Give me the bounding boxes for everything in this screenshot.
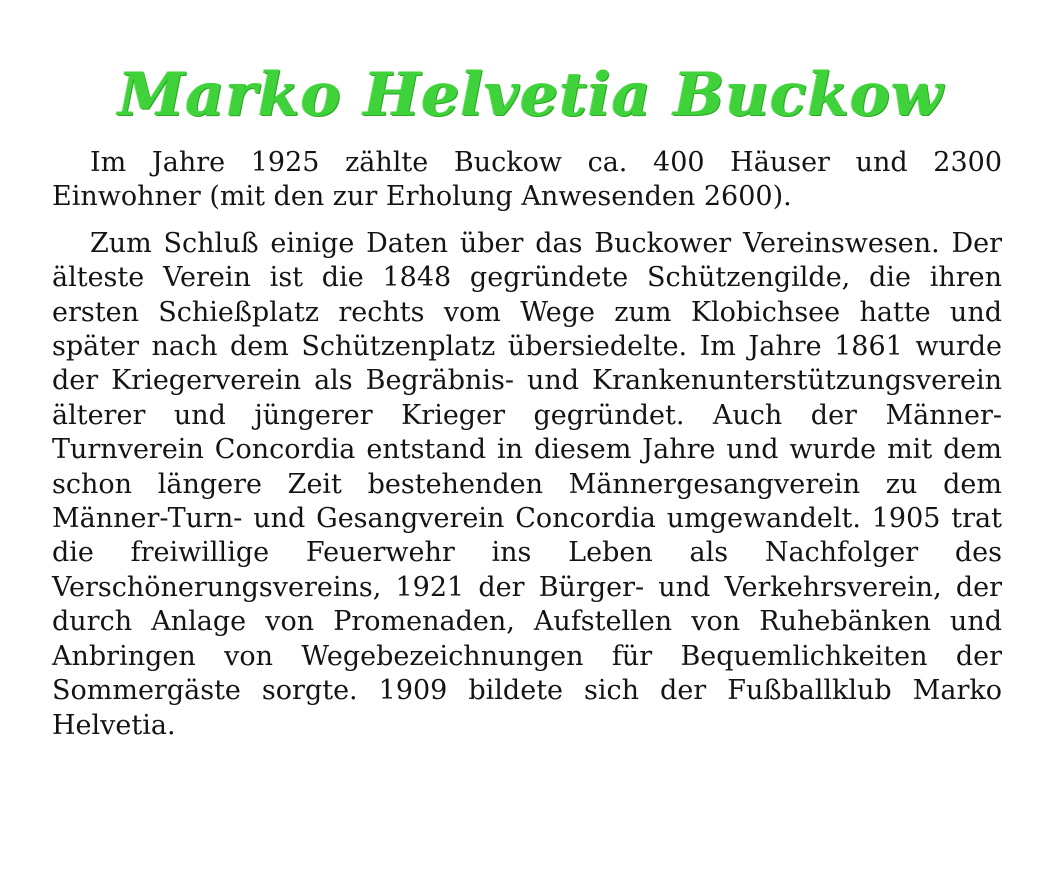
page-title: Marko Helvetia Buckow xyxy=(118,60,944,131)
paragraph-associations: Zum Schluß einige Daten über das Buckower Vereinswesen. Der älteste Verein ist die 1848 gegründete Schützengilde, die ihren ersten Schießplatz rechts vom Wege zum Klobichsee hatte und später nach dem Schützenplatz übersiedelte. Im Jahre 1861 wurde der Kriegerverein als Begräbnis- und Krankenunterstützungsverein älterer und jüngerer Krieger gegründet. Auch der Männer-Turnverein Concordia entstand in diesem Jahre und wurde mit dem schon längere Zeit bestehenden Männergesangverein zu dem Männer-Turn- und Gesangverein Concordia umgewandelt. 1905 trat die freiwillige Feuerwehr ins Leben als Nachfolger des Verschönerungsvereins, 1921 der Bürger- und Verkehrsverein, der durch Anlage von Promenaden, Aufstellen von Ruhebänken und Anbringen von Wegebezeichnungen für Bequemlichkeiten der Sommergäste sorgte. 1909 bildete sich der Fußballklub Marko Helvetia. xyxy=(52,227,1002,741)
article-body xyxy=(52,146,1002,743)
paragraph-population: Im Jahre 1925 zählte Buckow ca. 400 Häuser und 2300 Einwohner (mit den zur Erholung Anwesenden 2600). xyxy=(52,147,1002,213)
